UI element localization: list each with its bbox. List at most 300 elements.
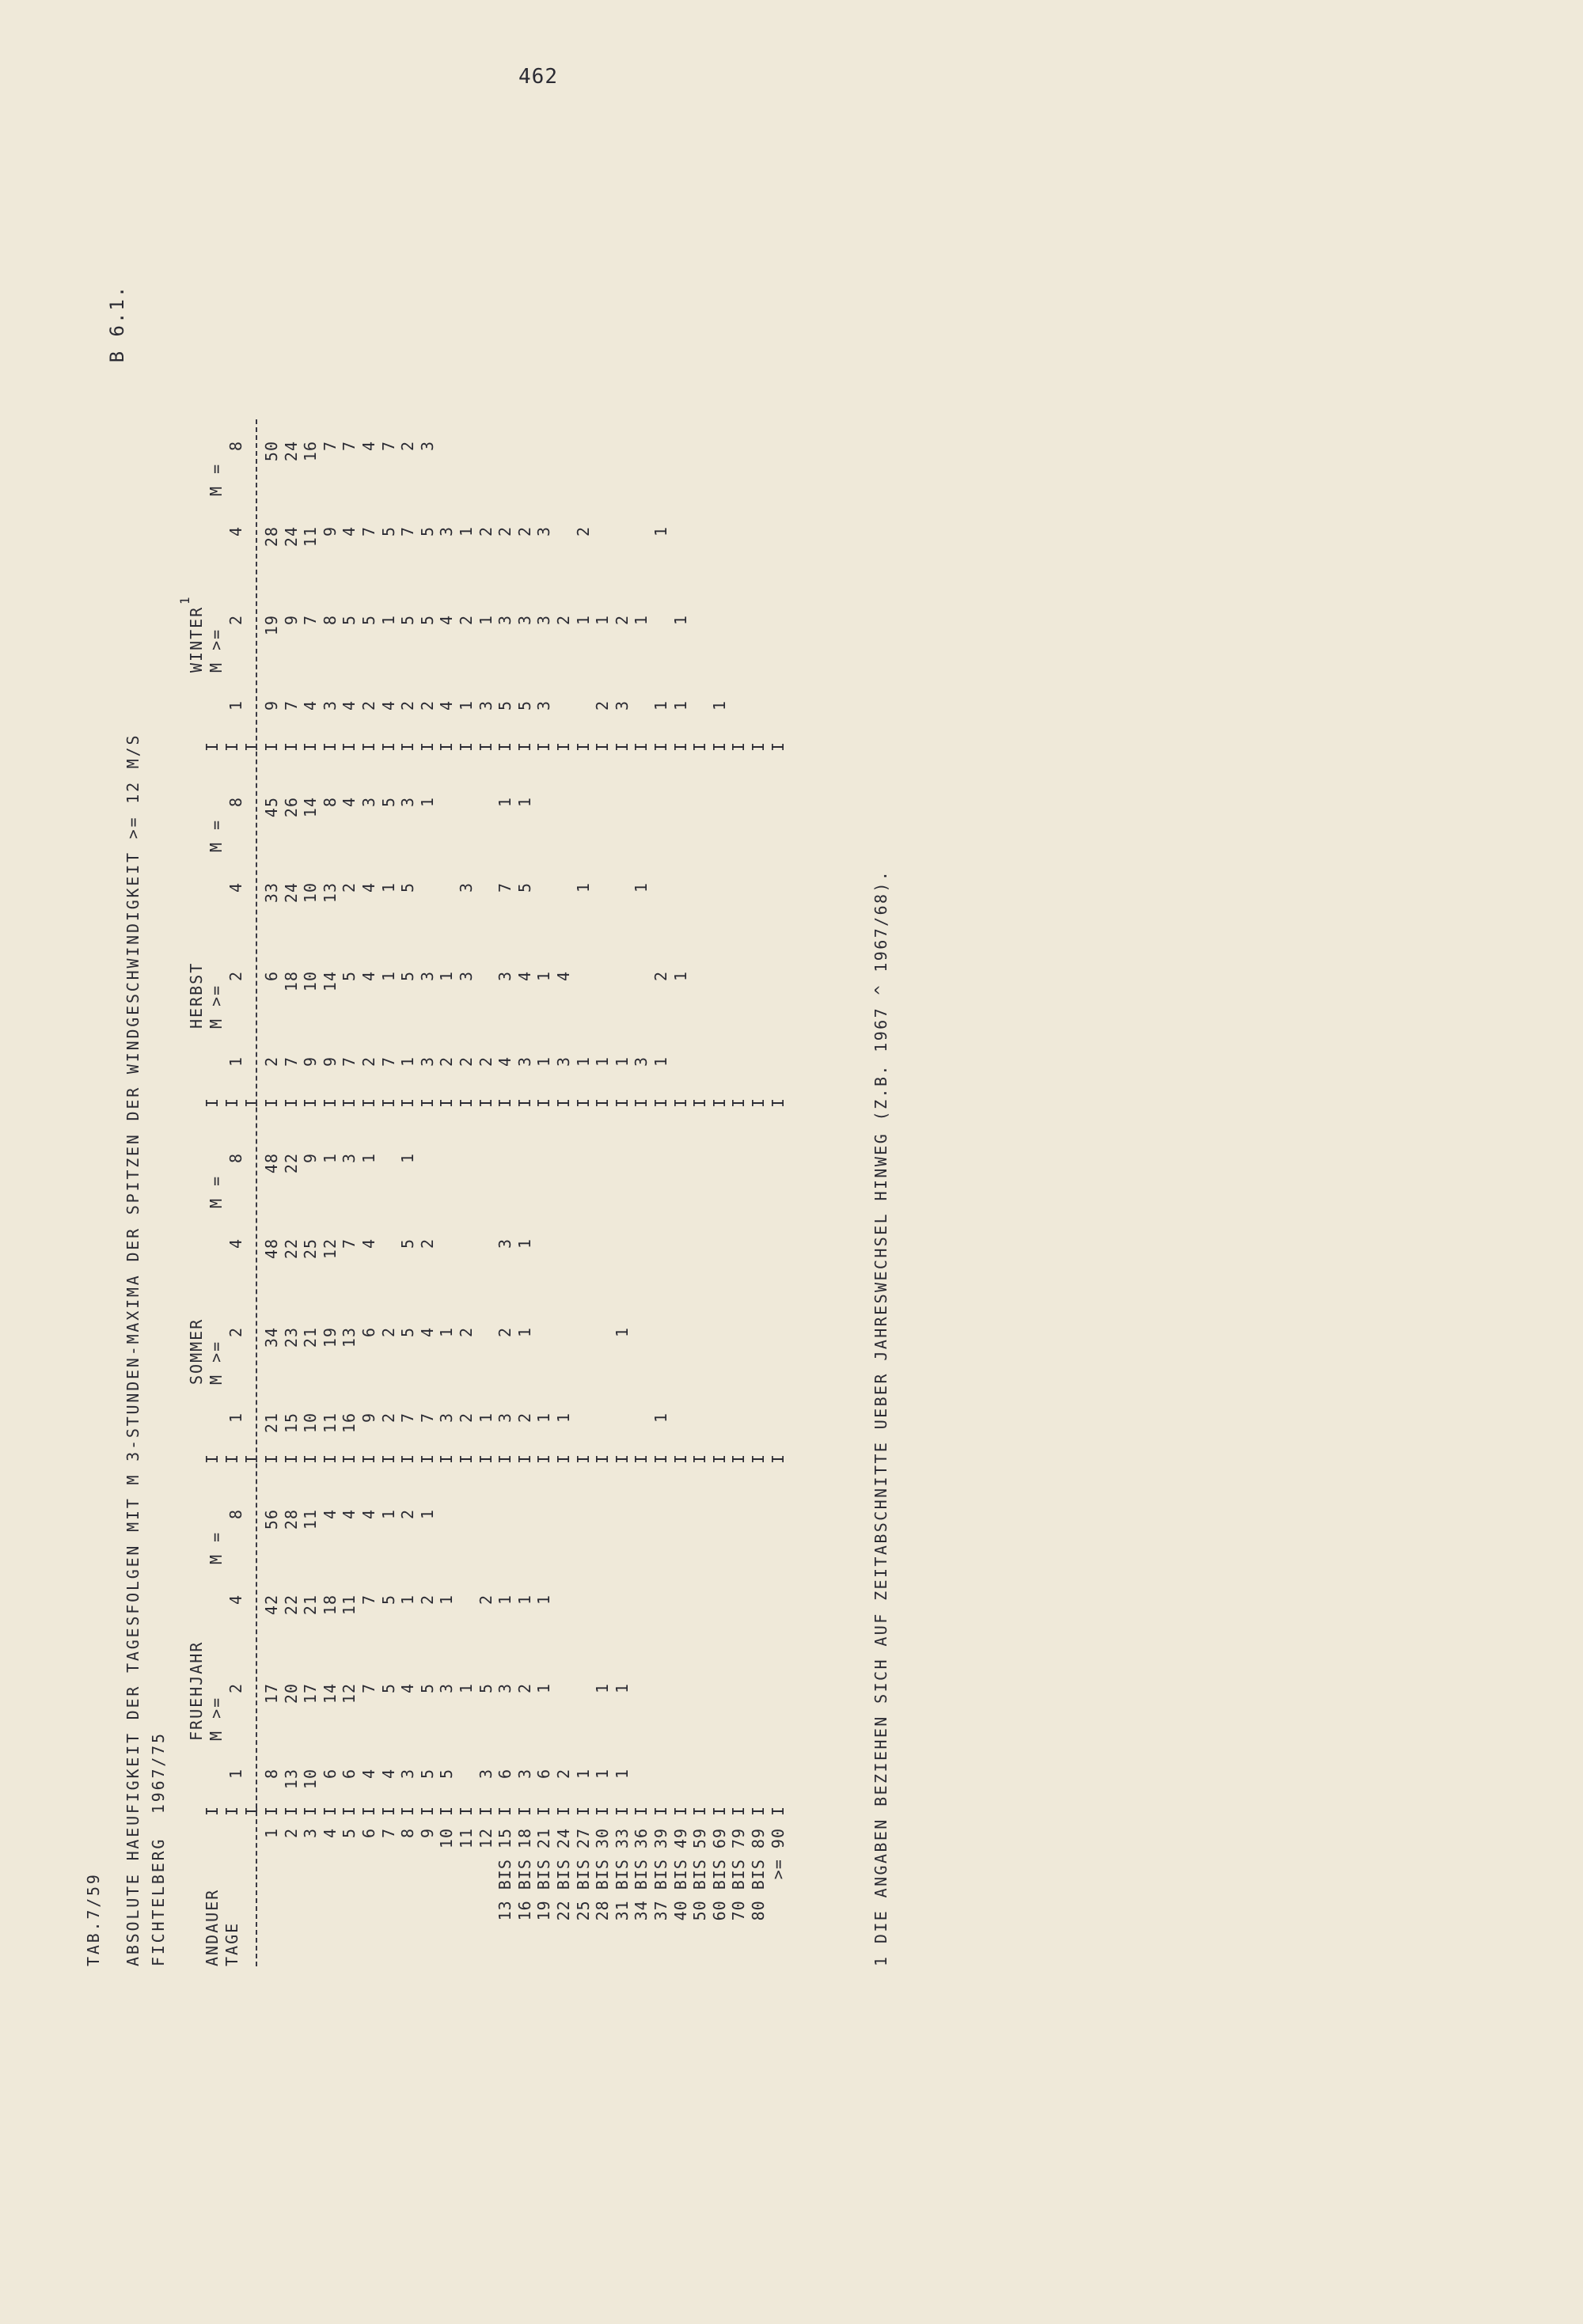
table-cell: 3 <box>495 615 515 626</box>
table-cell: 26 <box>281 797 301 818</box>
separator-mark: I <box>768 740 788 752</box>
table-cell: 15 <box>281 1412 301 1434</box>
table-cell: 4 <box>320 1509 340 1520</box>
table-cell: 2 <box>573 526 593 537</box>
table-cell: 50 <box>262 441 281 462</box>
table-cell: 3 <box>437 1412 457 1424</box>
table-cell: 5 <box>495 700 515 711</box>
table-cell: 3 <box>534 615 554 626</box>
separator-mark: I <box>417 1804 437 1816</box>
table-cell: 3 <box>514 1056 534 1067</box>
column-header: 4 <box>226 526 245 537</box>
table-cell: 24 <box>281 526 301 548</box>
footnote: 1 DIE ANGABEN BEZIEHEN SICH AUF ZEITABSCHNITTE UEBER JAHRESWECHSEL HINWEG (Z.B. 1967 ^ 1967/68). <box>871 869 890 1966</box>
table-cell: 4 <box>378 700 398 711</box>
table-cell: 4 <box>340 526 359 537</box>
m-ge-label: M >= <box>207 1340 226 1385</box>
table-cell: 8 <box>320 615 340 626</box>
separator-mark: I <box>281 1804 301 1816</box>
separator-mark: I <box>476 1096 495 1108</box>
table-cell: 1 <box>417 1509 437 1520</box>
table-cell: 13 <box>281 1769 301 1790</box>
separator-mark: I <box>222 1096 241 1108</box>
season-name-herbst: HERBST <box>187 961 206 1029</box>
table-cell: 10 <box>301 1412 321 1434</box>
row-label: 5 <box>340 1828 359 1839</box>
table-cell: 9 <box>320 526 340 537</box>
table-cell: 7 <box>359 526 378 537</box>
separator-mark: I <box>476 1452 495 1464</box>
table-cell: 1 <box>612 1056 632 1067</box>
table-cell: 2 <box>593 700 613 711</box>
separator-mark: I <box>242 1804 261 1816</box>
table-cell: 2 <box>495 1327 515 1338</box>
separator-mark: I <box>495 1096 515 1108</box>
table-cell: 4 <box>437 700 457 711</box>
table-cell: 5 <box>398 882 418 893</box>
separator-mark: I <box>670 740 690 752</box>
table-cell: 2 <box>457 615 476 626</box>
season-name-sommer: SOMMER <box>187 1317 206 1385</box>
table-cell: 2 <box>398 1509 418 1520</box>
table-cell: 3 <box>398 797 418 808</box>
separator-mark: I <box>242 1452 261 1464</box>
table-cell: 2 <box>476 1594 495 1606</box>
table-cell: 1 <box>437 971 457 982</box>
table-cell: 1 <box>709 700 729 711</box>
separator-mark: I <box>651 740 670 752</box>
table-cell: 6 <box>320 1769 340 1780</box>
row-label: 9 <box>417 1828 437 1839</box>
table-cell: 2 <box>437 1056 457 1067</box>
separator-mark: I <box>222 740 241 752</box>
table-cell: 7 <box>398 526 418 537</box>
table-cell: 5 <box>417 615 437 626</box>
table-cell: 9 <box>359 1412 378 1424</box>
table-cell: 2 <box>398 700 418 711</box>
table-cell: 1 <box>534 1683 554 1694</box>
table-cell: 6 <box>534 1769 554 1780</box>
separator-mark: I <box>514 1096 534 1108</box>
table-cell: 6 <box>262 971 281 982</box>
separator-mark: I <box>729 1452 749 1464</box>
table-cell: 2 <box>262 1056 281 1067</box>
separator-mark: I <box>301 1452 321 1464</box>
separator-mark: I <box>729 1804 749 1816</box>
table-cell: 2 <box>514 526 534 537</box>
table-cell: 7 <box>359 1594 378 1606</box>
separator-mark: I <box>729 740 749 752</box>
table-cell: 4 <box>301 700 321 711</box>
separator-mark: I <box>281 1452 301 1464</box>
separator-mark: I <box>359 1096 378 1108</box>
separator-mark: I <box>554 740 573 752</box>
table-cell: 4 <box>340 700 359 711</box>
separator-mark: I <box>534 1804 554 1816</box>
separator-mark: I <box>690 740 710 752</box>
table-cell: 4 <box>378 1769 398 1780</box>
m-eq-label: M = <box>207 818 226 852</box>
season-name-fruehjahr: FRUEHJAHR <box>187 1640 206 1741</box>
table-cell: 1 <box>378 971 398 982</box>
separator-mark: I <box>709 1452 729 1464</box>
table-cell: 1 <box>670 615 690 626</box>
table-cell: 1 <box>457 700 476 711</box>
separator-mark: I <box>612 740 632 752</box>
row-label: 34 BIS 36 <box>632 1828 651 1921</box>
separator-mark: I <box>476 1804 495 1816</box>
row-label: 28 BIS 30 <box>593 1828 613 1921</box>
m-ge-label: M >= <box>207 984 226 1029</box>
table-cell: 3 <box>359 797 378 808</box>
separator-mark: I <box>359 1804 378 1816</box>
table-cell: 1 <box>378 1509 398 1520</box>
table-cell: 3 <box>495 1238 515 1249</box>
table-cell: 17 <box>301 1683 321 1704</box>
table-cell: 3 <box>437 1683 457 1694</box>
table-cell: 2 <box>359 1056 378 1067</box>
table-cell: 7 <box>340 1056 359 1067</box>
table-cell: 18 <box>320 1594 340 1616</box>
separator-mark: I <box>222 1804 241 1816</box>
separator-mark: I <box>690 1804 710 1816</box>
table-cell: 2 <box>612 615 632 626</box>
table-cell: 48 <box>262 1238 281 1260</box>
column-header: 1 <box>226 1056 245 1067</box>
table-cell: 22 <box>281 1238 301 1260</box>
separator-mark: I <box>651 1804 670 1816</box>
table-cell: 2 <box>554 1769 573 1780</box>
table-cell: 2 <box>514 1683 534 1694</box>
table-cell: 13 <box>340 1327 359 1348</box>
separator-mark: I <box>378 1452 398 1464</box>
table-cell: 5 <box>398 1238 418 1249</box>
table-cell: 5 <box>340 971 359 982</box>
table-cell: 1 <box>320 1153 340 1164</box>
separator-mark: I <box>632 1804 651 1816</box>
page-number: 462 <box>518 65 558 89</box>
separator-mark: I <box>262 1096 281 1108</box>
table-cell: 5 <box>340 615 359 626</box>
table-cell: 3 <box>534 700 554 711</box>
separator-mark: I <box>709 1804 729 1816</box>
table-cell: 34 <box>262 1327 281 1348</box>
table-cell: 14 <box>301 797 321 818</box>
table-cell: 19 <box>320 1327 340 1348</box>
separator-mark: I <box>593 1452 613 1464</box>
separator-mark: I <box>262 1452 281 1464</box>
table-cell: 3 <box>417 441 437 452</box>
table-cell: 6 <box>495 1769 515 1780</box>
table-cell: 2 <box>514 1412 534 1424</box>
table-cell: 33 <box>262 882 281 904</box>
separator-mark: I <box>437 740 457 752</box>
table-cell: 9 <box>281 615 301 626</box>
table-cell: 1 <box>476 615 495 626</box>
separator-mark: I <box>359 740 378 752</box>
table-cell: 5 <box>437 1769 457 1780</box>
separator-mark: I <box>749 1804 768 1816</box>
table-cell: 1 <box>457 526 476 537</box>
table-cell: 19 <box>262 615 281 636</box>
table-cell: 6 <box>359 1327 378 1338</box>
table-cell: 3 <box>417 971 437 982</box>
row-label: 70 BIS 79 <box>729 1828 749 1921</box>
table-cell: 7 <box>378 1056 398 1067</box>
separator-mark: I <box>398 1804 418 1816</box>
table-cell: 4 <box>359 1769 378 1780</box>
column-header: 2 <box>226 1683 245 1694</box>
table-cell: 1 <box>495 797 515 808</box>
row-label: 40 BIS 49 <box>670 1828 690 1921</box>
row-label: 2 <box>281 1828 301 1839</box>
row-label: 7 <box>378 1828 398 1839</box>
table-cell: 1 <box>573 1056 593 1067</box>
table-cell: 3 <box>340 1153 359 1164</box>
separator-mark: I <box>417 1452 437 1464</box>
row-label: 12 <box>476 1828 495 1849</box>
table-cell: 2 <box>476 526 495 537</box>
table-cell: 7 <box>378 441 398 452</box>
table-cell: 1 <box>514 1238 534 1249</box>
row-label: 80 BIS 89 <box>749 1828 768 1921</box>
table-cell: 1 <box>514 1327 534 1338</box>
table-cell: 3 <box>417 1056 437 1067</box>
separator-mark: I <box>670 1096 690 1108</box>
table-cell: 1 <box>417 797 437 808</box>
separator-mark: I <box>632 1452 651 1464</box>
separator-mark: I <box>417 1096 437 1108</box>
table-cell: 2 <box>359 700 378 711</box>
separator-mark: I <box>749 740 768 752</box>
table-cell: 6 <box>340 1769 359 1780</box>
table-cell: 1 <box>612 1769 632 1780</box>
table-cell: 22 <box>281 1594 301 1616</box>
table-cell: 25 <box>301 1238 321 1260</box>
separator-mark: I <box>554 1096 573 1108</box>
table-cell: 28 <box>262 526 281 548</box>
separator-mark: I <box>534 1096 554 1108</box>
separator-mark: I <box>320 1804 340 1816</box>
table-cell: 3 <box>457 971 476 982</box>
table-cell: 3 <box>514 1769 534 1780</box>
table-cell: 3 <box>398 1769 418 1780</box>
separator-mark: I <box>301 1096 321 1108</box>
separator-mark: I <box>632 1096 651 1108</box>
table-cell: 14 <box>320 971 340 992</box>
table-cell: 2 <box>495 526 515 537</box>
separator-mark: I <box>749 1096 768 1108</box>
table-cell: 4 <box>359 971 378 982</box>
row-label: 16 BIS 18 <box>514 1828 534 1921</box>
table-cell: 7 <box>398 1412 418 1424</box>
separator-mark: I <box>437 1452 457 1464</box>
table-cell: 4 <box>437 615 457 626</box>
table-cell: 4 <box>340 797 359 808</box>
table-cell: 1 <box>670 700 690 711</box>
separator-mark: I <box>573 1804 593 1816</box>
row-label: 19 BIS 21 <box>534 1828 554 1921</box>
table-cell: 1 <box>378 615 398 626</box>
table-cell: 42 <box>262 1594 281 1616</box>
table-cell: 17 <box>262 1683 281 1704</box>
separator-mark: I <box>670 1452 690 1464</box>
row-label: 10 <box>437 1828 457 1849</box>
m-eq-label: M = <box>207 1174 226 1208</box>
column-header: 8 <box>226 1509 245 1520</box>
table-cell: 2 <box>457 1056 476 1067</box>
table-cell: 1 <box>514 797 534 808</box>
separator-mark: I <box>340 1804 359 1816</box>
separator-mark: I <box>262 1804 281 1816</box>
column-header: 4 <box>226 1238 245 1249</box>
row-label: 8 <box>398 1828 418 1839</box>
separator-mark: I <box>612 1804 632 1816</box>
table-cell: 2 <box>651 971 670 982</box>
table-cell: 1 <box>593 1683 613 1694</box>
table-cell: 48 <box>262 1153 281 1174</box>
table-cell: 24 <box>281 882 301 904</box>
table-cell: 11 <box>340 1594 359 1616</box>
column-header: 4 <box>226 882 245 893</box>
table-cell: 5 <box>417 526 437 537</box>
rotated-table-block: TAB.7/59 ABSOLUTE HAEUFIGKEIT DER TAGESFOLGEN MIT M 3-STUNDEN-MAXIMA DER SPITZEN DER WINDGESCHWINDIGKEIT >= 12 M/S FICHTELBERG 1967/75 ANDAUER TAGE I I I FRUEHJAHR M >= M = 1 2 4 8 I I I SOMMER M >= M = 1 2 4 8 I I I HERBST M >= M = 1 2 4 8 I I I WINTER 1 M >= M = 1 2 4 8 1 I 8 17 42 56 I 21 34 48 48 I 2 6 33 45 I 9 19 28 50 2 I 13 20 22 28 I 15 23 22 22 I 7 18 24 26 I 7 9 24 24 3 I 10 17 21 11 I 10 21 25 9 I 9 10 10 14 I 4 7 11 16 4 I 6 14 18 4 I 11 19 12 1 I 9 14 13 8 I 3 8 9 7 5 I 6 12 11 4 I 16 13 7 3 I 7 5 2 4 I 4 5 4 7 6 I 4 7 7 4 I 9 6 4 1 I 2 4 4 3 I 2 5 7 4 7 I 4 5 5 1 I 2 2 I 7 1 1 5 I 4 1 5 7 8 I 3 4 1 2 I 7 5 5 1 I 1 5 5 3 I 2 5 7 2 9 I 5 5 2 1 I 7 4 2 I 3 3 1 I 2 5 5 3 10 I 5 3 1 I 3 1 I 2 1 I 4 4 3 11 I 1 I 2 2 I 2 3 3 I 1 2 1 12 I 3 5 2 I 1 I 2 I 3 1 2 13 BIS 15 I 6 3 1 I 3 2 3 I 4 3 7 1 I 5 3 2 16 BIS 18 I 3 2 1 I 2 1 1 I 3 4 5 1 I 5 3 2 19 BIS 21 I 6 1 1 I 1 I 1 1 I 3 3 3 22 BIS 24 I 2 I 1 I 3 4 I 2 25 BIS 27 I 1 I I 1 1 I 1 2 28 BIS 30 I 1 1 I I 1 I 2 1 31 BIS 33 I 1 1 I 1 I 1 I 3 2 34 BIS 36 I I I 3 1 I 1 37 BIS 39 I I 1 I 1 2 I 1 1 40 BIS 49 I I I 1 I 1 1 50 BIS 59 I I I I 60 BIS 69 I I I I 1 70 BIS 79 I I I I 80 BIS 89 I I I I >= 90 I I I I 1 DIE ANGABEN BEZIEHEN SICH AUF ZEITABSCHNITTE UEBER JAHRESWECHSEL HINWEG (Z.B. 1967 ^ 1967/68). <box>85 202 909 1966</box>
table-cell: 7 <box>281 1056 301 1067</box>
season-name-winter: WINTER <box>187 605 206 673</box>
table-cell: 1 <box>651 700 670 711</box>
separator-mark: I <box>593 1804 613 1816</box>
table-cell: 2 <box>457 1327 476 1338</box>
table-cell: 1 <box>437 1327 457 1338</box>
table-cell: 14 <box>320 1683 340 1704</box>
row-label: 37 BIS 39 <box>651 1828 670 1921</box>
separator-mark: I <box>242 740 261 752</box>
table-cell: 8 <box>262 1769 281 1780</box>
table-cell: 1 <box>437 1594 457 1606</box>
column-header: 8 <box>226 797 245 808</box>
separator-mark: I <box>612 1096 632 1108</box>
separator-mark: I <box>320 1096 340 1108</box>
table-cell: 2 <box>457 1412 476 1424</box>
table-cell: 1 <box>398 1056 418 1067</box>
table-cell: 24 <box>281 441 301 462</box>
table-cell: 3 <box>554 1056 573 1067</box>
separator-mark: I <box>593 1096 613 1108</box>
table-cell: 3 <box>476 1769 495 1780</box>
separator-mark: I <box>437 1804 457 1816</box>
row-label: 60 BIS 69 <box>709 1828 729 1921</box>
separator-mark: I <box>457 1096 476 1108</box>
table-cell: 2 <box>378 1412 398 1424</box>
table-cell: 9 <box>301 1056 321 1067</box>
separator-mark: I <box>514 1452 534 1464</box>
separator-mark: I <box>203 1096 222 1108</box>
column-header: 1 <box>226 700 245 711</box>
table-cell: 16 <box>301 441 321 462</box>
table-cell: 5 <box>514 700 534 711</box>
separator-mark: I <box>534 740 554 752</box>
table-cell: 2 <box>378 1327 398 1338</box>
column-header: 8 <box>226 1153 245 1164</box>
table-cell: 9 <box>301 1153 321 1164</box>
header-rule <box>256 419 257 1966</box>
m-eq-label: M = <box>207 1530 226 1564</box>
table-cell: 1 <box>398 1594 418 1606</box>
row-label: 13 BIS 15 <box>495 1828 515 1921</box>
table-cell: 10 <box>301 1769 321 1790</box>
table-cell: 7 <box>301 615 321 626</box>
table-cell: 11 <box>301 526 321 548</box>
table-cell: 4 <box>359 882 378 893</box>
table-cell: 1 <box>632 882 651 893</box>
table-cell: 7 <box>495 882 515 893</box>
separator-mark: I <box>281 740 301 752</box>
table-cell: 1 <box>534 971 554 982</box>
table-cell: 4 <box>417 1327 437 1338</box>
table-cell: 7 <box>340 1238 359 1249</box>
table-cell: 3 <box>495 1683 515 1694</box>
table-cell: 4 <box>340 1509 359 1520</box>
table-cell: 2 <box>417 1238 437 1249</box>
separator-mark: I <box>670 1804 690 1816</box>
table-cell: 5 <box>398 1327 418 1338</box>
table-cell: 12 <box>340 1683 359 1704</box>
table-cell: 2 <box>417 1594 437 1606</box>
table-cell: 20 <box>281 1683 301 1704</box>
table-cell: 5 <box>398 971 418 982</box>
separator-mark: I <box>398 1096 418 1108</box>
separator-mark: I <box>612 1452 632 1464</box>
table-cell: 1 <box>651 1056 670 1067</box>
table-cell: 1 <box>495 1594 515 1606</box>
column-header: 8 <box>226 441 245 452</box>
column-header: 2 <box>226 971 245 982</box>
separator-mark: I <box>203 1804 222 1816</box>
separator-mark: I <box>651 1452 670 1464</box>
separator-mark: I <box>495 1804 515 1816</box>
row-label: 31 BIS 33 <box>612 1828 632 1921</box>
row-label: 25 BIS 27 <box>573 1828 593 1921</box>
m-ge-label: M >= <box>207 1696 226 1741</box>
separator-mark: I <box>320 740 340 752</box>
table-cell: 2 <box>417 700 437 711</box>
separator-mark: I <box>709 740 729 752</box>
table-cell: 3 <box>437 526 457 537</box>
separator-mark: I <box>359 1452 378 1464</box>
table-cell: 21 <box>301 1327 321 1348</box>
column-header: 1 <box>226 1769 245 1780</box>
table-cell: 7 <box>340 441 359 452</box>
separator-mark: I <box>495 740 515 752</box>
table-cell: 2 <box>554 615 573 626</box>
separator-mark: I <box>398 1452 418 1464</box>
table-cell: 10 <box>301 882 321 904</box>
row-label: 11 <box>457 1828 476 1849</box>
table-cell: 4 <box>398 1683 418 1694</box>
table-cell: 45 <box>262 797 281 818</box>
table-cell: 1 <box>476 1412 495 1424</box>
table-cell: 9 <box>262 700 281 711</box>
separator-mark: I <box>768 1096 788 1108</box>
separator-mark: I <box>709 1096 729 1108</box>
table-cell: 11 <box>301 1509 321 1530</box>
table-cell: 56 <box>262 1509 281 1530</box>
table-cell: 28 <box>281 1509 301 1530</box>
table-cell: 1 <box>612 1683 632 1694</box>
table-cell: 16 <box>340 1412 359 1434</box>
separator-mark: I <box>340 740 359 752</box>
table-cell: 1 <box>378 882 398 893</box>
